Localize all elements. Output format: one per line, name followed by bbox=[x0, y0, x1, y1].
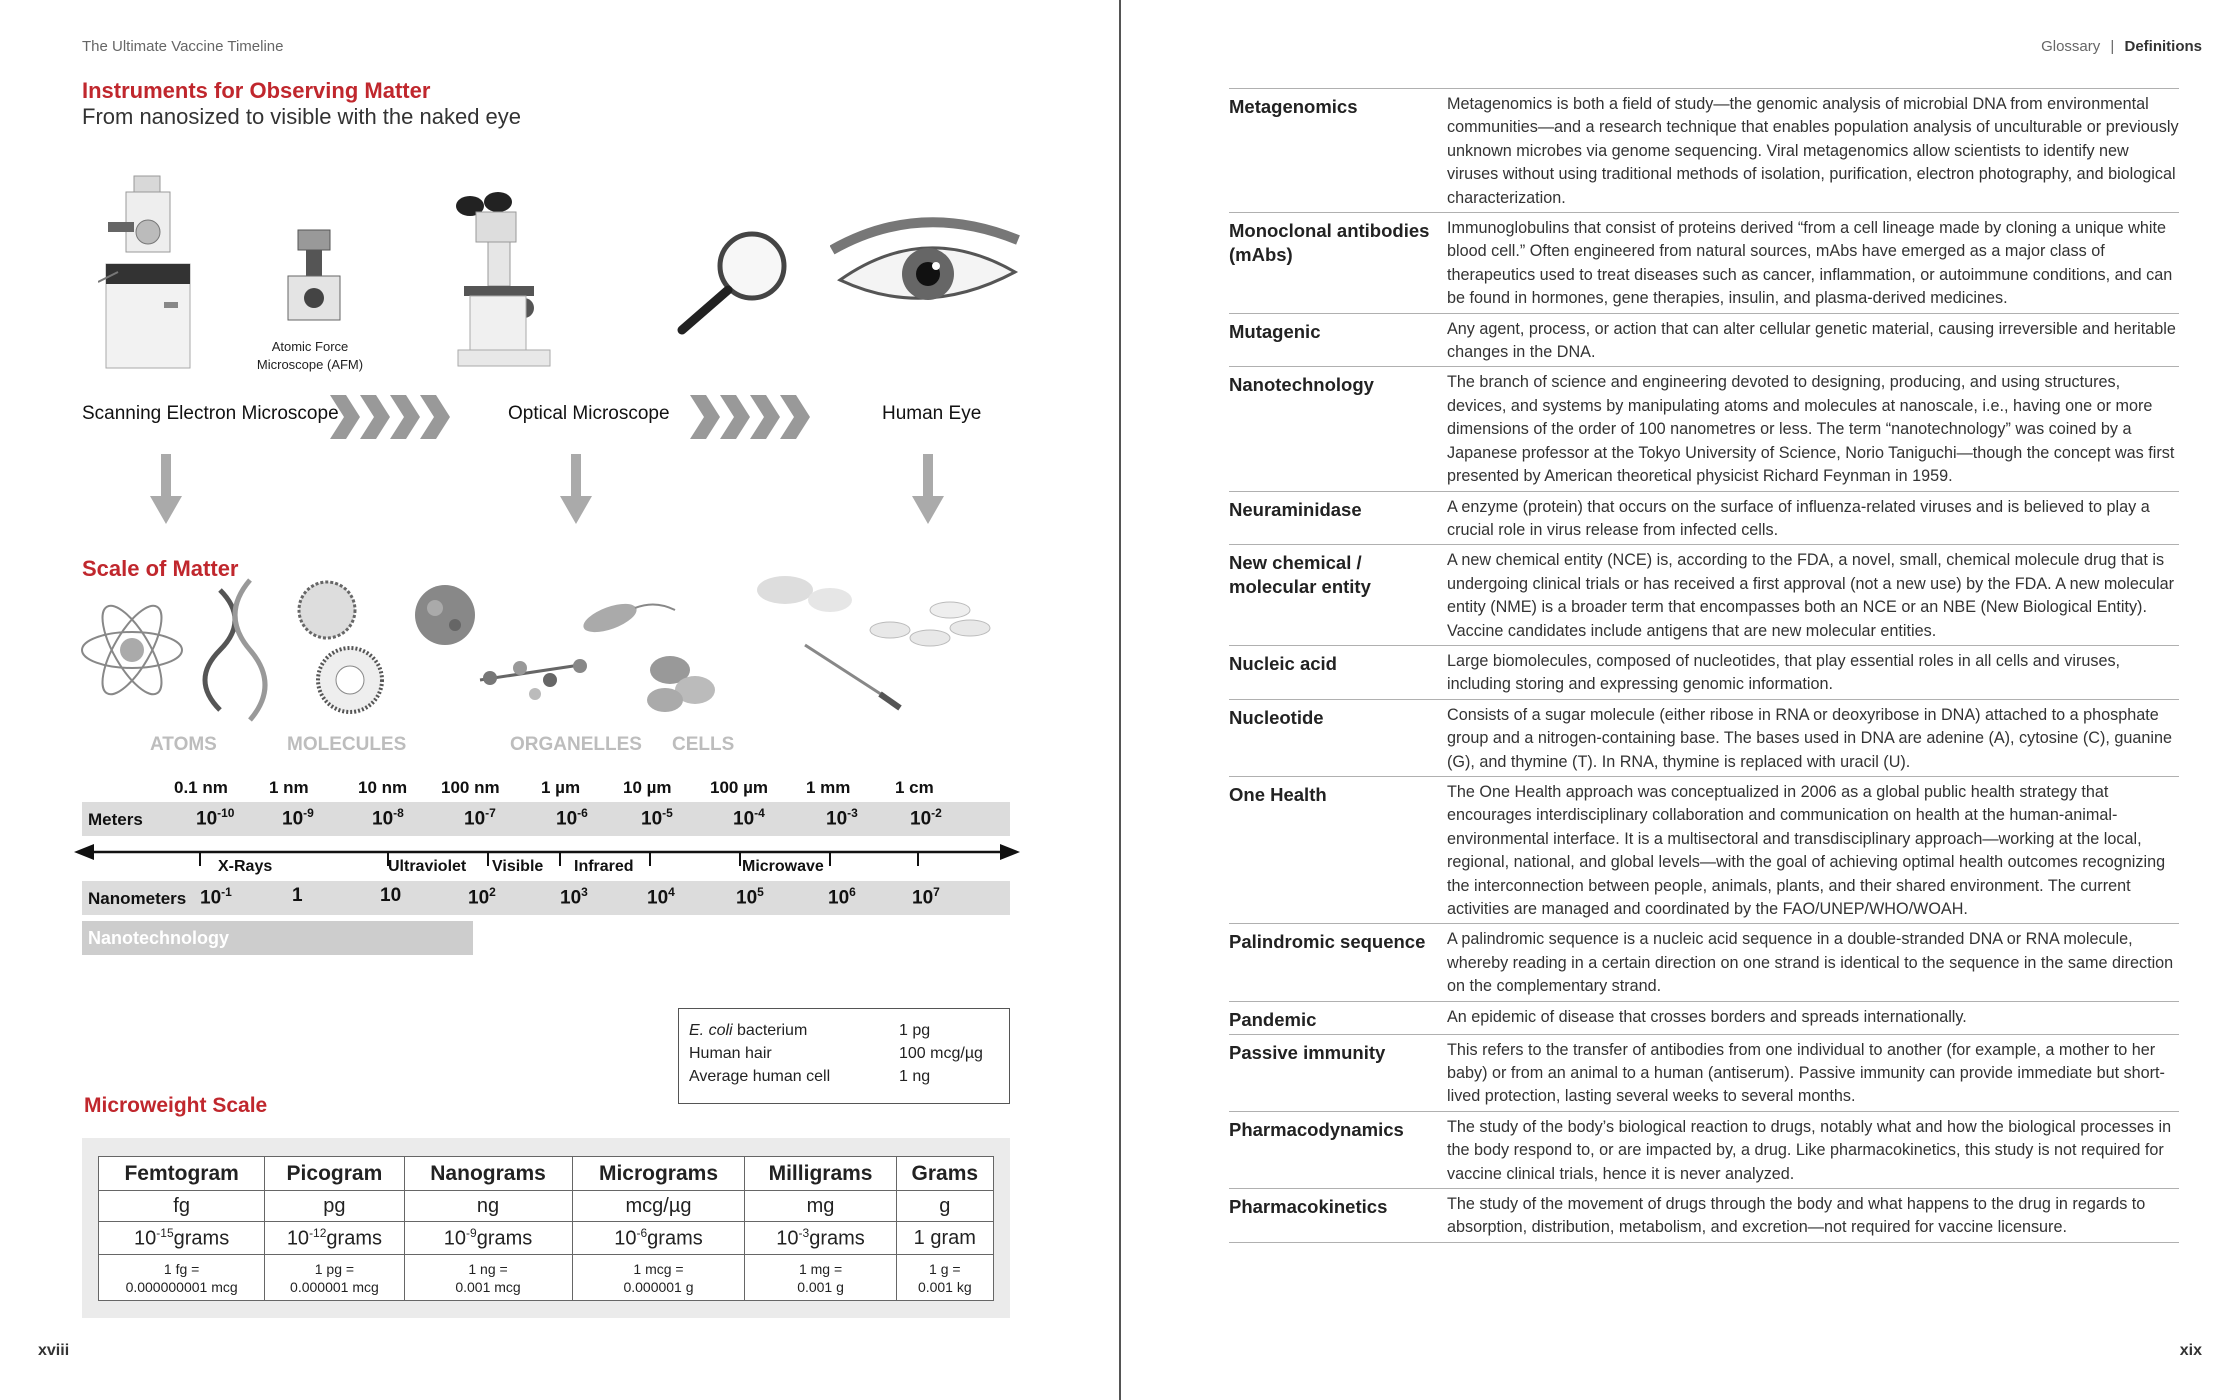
reference-value: 1 pg bbox=[899, 1021, 931, 1039]
unit-label: 1 nm bbox=[269, 778, 309, 797]
glossary-entry bbox=[1229, 1188, 2179, 1242]
nanometers-value: $10^2$ bbox=[468, 885, 496, 909]
spectrum-ultraviolet: Ultraviolet bbox=[388, 858, 467, 875]
meters-value: $10^{-5}$ bbox=[641, 806, 673, 830]
unit-label: 1 µm bbox=[541, 778, 581, 797]
table-cell: 1 gram bbox=[896, 1222, 993, 1255]
molecule-image bbox=[480, 659, 587, 700]
nanometers-value: 10 bbox=[380, 885, 402, 906]
unit-label: 1 mm bbox=[806, 778, 851, 797]
spectrum-microwave: Microwave bbox=[742, 858, 824, 875]
afm-label-line2: Microscope (AFM) bbox=[256, 357, 364, 372]
table-cell: pg bbox=[265, 1191, 404, 1222]
table-header-cell: Nanograms bbox=[404, 1157, 572, 1191]
meters-value: $10^{-3}$ bbox=[826, 806, 858, 830]
meters-value: $10^{-7}$ bbox=[464, 806, 496, 830]
nanometers-value: 1 bbox=[292, 885, 303, 906]
page-number: xix bbox=[2179, 1342, 2202, 1359]
scale-category-atoms: ATOMS bbox=[150, 734, 217, 755]
table-row bbox=[99, 1255, 994, 1301]
virus-image bbox=[415, 585, 475, 645]
glossary-term: Nanotechnology bbox=[1229, 374, 1374, 396]
spectrum-xrays: X-Rays bbox=[218, 858, 273, 875]
human-eye-image bbox=[830, 210, 1020, 330]
bacterium-image bbox=[580, 598, 675, 638]
table-cell: $10^{-9}grams$ bbox=[404, 1222, 572, 1255]
reference-value: 1 ng bbox=[899, 1067, 931, 1085]
optical-microscope-label: Optical Microscope bbox=[508, 403, 670, 424]
table-row bbox=[99, 1191, 994, 1222]
table-cell: 1 ng = 0.001 mcg bbox=[404, 1255, 572, 1301]
table-header-row bbox=[99, 1157, 994, 1191]
table-cell: $10^{-6}grams$ bbox=[572, 1222, 745, 1255]
glossary-definition: The study of the movement of drugs through the body and what happens to the drug in regards to absorption, distribution, metabolism, and excretion—not required for vaccine licensure. bbox=[1447, 1195, 2146, 1237]
nanometers-value: $10^6$ bbox=[828, 885, 856, 909]
spectrum-infrared: Infrared bbox=[574, 858, 634, 875]
reference-row bbox=[689, 1042, 999, 1065]
reference-value: 100 mcg/µg bbox=[899, 1044, 983, 1062]
glossary-term: New chemical / molecular entity bbox=[1229, 552, 1371, 598]
unit-label: 0.1 nm bbox=[174, 778, 228, 797]
chevron-arrows-2 bbox=[690, 395, 814, 439]
meters-value: $10^{-6}$ bbox=[556, 806, 588, 830]
table-cell: $10^{-15}grams$ bbox=[99, 1222, 265, 1255]
glossary-entry bbox=[1229, 776, 2179, 923]
red-blood-cells-image bbox=[647, 656, 715, 712]
table-cell: g bbox=[896, 1191, 993, 1222]
reference-item: bacterium bbox=[732, 1021, 808, 1039]
glossary-entry bbox=[1229, 313, 2179, 367]
table-cell: 1 fg = 0.000000001 mcg bbox=[99, 1255, 265, 1301]
unit-label: 10 µm bbox=[623, 778, 672, 797]
table-cell: $10^{-3}grams$ bbox=[745, 1222, 896, 1255]
table-cell: 1 pg = 0.000001 mcg bbox=[265, 1255, 404, 1301]
glossary-term: Nucleotide bbox=[1229, 706, 1324, 728]
running-head-subsection: Definitions bbox=[2124, 38, 2202, 55]
glossary-term: One Health bbox=[1229, 783, 1327, 805]
scale-axis bbox=[74, 838, 1020, 878]
running-head: The Ultimate Vaccine Timeline bbox=[82, 38, 284, 55]
glossary-entry bbox=[1229, 1111, 2179, 1188]
scanning-electron-microscope-image bbox=[98, 172, 198, 372]
sem-label: Scanning Electron Microscope bbox=[82, 403, 339, 424]
glossary-definition: This refers to the transfer of antibodies from one individual to another (for example, a mother to her baby) or from an animal to a human (antiserum). Passive immunity can provide immediate but short-lived protection, lasting several weeks to several months. bbox=[1447, 1040, 2165, 1106]
table-cell: 1 g = 0.001 kg bbox=[896, 1255, 993, 1301]
table-cell: mg bbox=[745, 1191, 896, 1222]
glossary-term: Mutagenic bbox=[1229, 320, 1321, 342]
glossary-entry bbox=[1229, 923, 2179, 1000]
down-arrow-icon bbox=[560, 454, 592, 524]
left-page bbox=[0, 0, 1119, 1400]
glossary-definition: The study of the body’s biological reaction to drugs, notably what and how the biological processes in the body respond to, or are impacted by, a drug. Like pharmacokinetics, this study is not required for vaccine clinical trials, hence it is never analyzed. bbox=[1447, 1117, 2172, 1183]
nanometers-value: $10^5$ bbox=[736, 885, 764, 909]
nanotechnology-bar: Nanotechnology bbox=[82, 921, 473, 955]
scale-category-molecules: MOLECULES bbox=[287, 734, 407, 755]
glossary-term: Passive immunity bbox=[1229, 1041, 1386, 1063]
table-header-cell: Femtogram bbox=[99, 1157, 265, 1191]
glossary-definition: Metagenomics is both a field of study—the genomic analysis of microbial DNA from environmental communities—and a research technique that enables population analysis of unculturable or previously unknown microbes via genome sequencing. Viral metagenomics allow scientists to identify new viruses without using traditional methods of isolation, purification, electron photography, and biological characterization. bbox=[1447, 95, 2179, 207]
glossary-definition: The branch of science and engineering devoted to designing, producing, and using structures, devices, and systems by manipulating atoms and molecules at nanoscale, i.e., having one or more dimensions of the order of 100 nanometres or less. The term “nanotechnology” was coined by a Japanese professor at the Tokyo University of Science, Norio Taniguchi—though the concept was first presented by American theoretical physicist Richard Feynman in 1959. bbox=[1447, 373, 2175, 486]
atom-image bbox=[82, 598, 182, 703]
table-header-cell: Micrograms bbox=[572, 1157, 745, 1191]
optical-microscope-image bbox=[440, 190, 560, 370]
meters-value: $10^{-9}$ bbox=[282, 806, 314, 830]
glossary-list bbox=[1229, 88, 2179, 1243]
glossary-entry bbox=[1229, 645, 2179, 699]
right-page bbox=[1121, 0, 2240, 1400]
glossary-entry bbox=[1229, 1034, 2179, 1111]
scale-category-organelles: ORGANELLES bbox=[510, 734, 642, 755]
nanometers-value: $10^3$ bbox=[560, 885, 588, 909]
table-header-cell: Grams bbox=[896, 1157, 993, 1191]
table-row bbox=[99, 1222, 994, 1255]
glossary-entry bbox=[1229, 1001, 2179, 1034]
glossary-term: Monoclonal antibodies (mAbs) bbox=[1229, 220, 1430, 266]
glossary-term: Pharmacokinetics bbox=[1229, 1196, 1388, 1218]
reference-box bbox=[678, 1008, 1010, 1104]
glossary-definition: A palindromic sequence is a nucleic acid sequence in a double-stranded DNA or RNA molecule, whereby reading in a certain direction on one strand is identical to the sequence in the same direction on the complementary strand. bbox=[1447, 930, 2174, 996]
table-cell: fg bbox=[99, 1191, 265, 1222]
glossary-entry bbox=[1229, 366, 2179, 490]
glossary-definition: Consists of a sugar molecule (either ribose in RNA or deoxyribose in DNA) attached to a phosphate group and a nitrogen-containing base. The bases used in DNA are adenine (A), cytosine (C), guanine (G), and thymine (T). In RNA, thymine is replaced with uracil (U). bbox=[1447, 705, 2172, 771]
table-cell: ng bbox=[404, 1191, 572, 1222]
afm-image bbox=[284, 228, 344, 324]
reference-item: Human hair bbox=[689, 1044, 772, 1062]
glossary-entry bbox=[1229, 699, 2179, 776]
cells-image bbox=[757, 576, 852, 612]
microweight-title: Microweight Scale bbox=[84, 1094, 268, 1117]
meters-value: $10^{-8}$ bbox=[372, 806, 404, 830]
running-head bbox=[2041, 38, 2202, 55]
table-cell: 1 mg = 0.001 g bbox=[745, 1255, 896, 1301]
scale-category-cells: CELLS bbox=[672, 734, 735, 755]
table-cell: mcg/µg bbox=[572, 1191, 745, 1222]
nanometers-value: $10^{-1}$ bbox=[200, 885, 232, 909]
reference-row bbox=[689, 1065, 999, 1088]
nanometers-label: Nanometers bbox=[88, 889, 187, 908]
pills-image bbox=[870, 602, 990, 646]
unit-label: 100 µm bbox=[710, 778, 768, 797]
glossary-entry bbox=[1229, 544, 2179, 645]
glossary-definition: A enzyme (protein) that occurs on the surface of influenza-related viruses and is believed to play a crucial role in virus release from infected cells. bbox=[1447, 497, 2150, 539]
glossary-definition: Large biomolecules, composed of nucleotides, that play essential roles in all cells and viruses, including storing and expressing genomic information. bbox=[1447, 651, 2121, 694]
reference-item-italic: E. coli bbox=[689, 1021, 733, 1039]
meters-value: $10^{-4}$ bbox=[733, 806, 765, 830]
unit-label: 100 nm bbox=[441, 778, 500, 797]
glossary-definition: The One Health approach was conceptualized in 2006 as a global public health strategy that encourages interdisciplinary collaboration and communication on health at the human-animal-environmental interface. It is a multisectoral and transdisciplinary approach—working at the local, regional, national, and global levels—with the goal of achieving optimal health outcomes recognizing the interconnection between people, animals, plants, and their shared environment. The current activities are managed and coordinated by the FAO/UNEP/WHO/WOAH. bbox=[1447, 782, 2166, 918]
meters-value: $10^{-10}$ bbox=[196, 806, 235, 830]
glossary-term: Neuraminidase bbox=[1229, 498, 1362, 520]
instruments-subtitle: From nanosized to visible with the naked eye bbox=[82, 104, 522, 129]
glossary-term: Palindromic sequence bbox=[1229, 931, 1426, 953]
glossary-term: Pharmacodynamics bbox=[1229, 1118, 1404, 1140]
scale-title: Scale of Matter bbox=[82, 556, 239, 581]
meters-label: Meters bbox=[88, 810, 143, 829]
glossary-entry bbox=[1229, 491, 2179, 545]
nanometers-value: $10^4$ bbox=[647, 885, 675, 909]
dna-image bbox=[205, 580, 265, 720]
chevron-arrows-1 bbox=[330, 395, 454, 439]
needle-image bbox=[805, 645, 900, 708]
glossary-term: Nucleic acid bbox=[1229, 652, 1337, 674]
unit-label: 1 cm bbox=[895, 778, 934, 797]
instruments-title: Instruments for Observing Matter bbox=[82, 78, 431, 103]
microweight-table bbox=[98, 1156, 994, 1301]
page-number: xviii bbox=[38, 1342, 70, 1359]
scale-of-matter-images bbox=[80, 570, 1020, 730]
afm-label bbox=[250, 338, 370, 374]
microweight-table-panel bbox=[82, 1138, 1010, 1318]
meters-value: $10^{-2}$ bbox=[910, 806, 942, 830]
reference-row bbox=[689, 1019, 999, 1042]
running-head-section: Glossary bbox=[2041, 38, 2101, 55]
table-header-cell: Picogram bbox=[265, 1157, 404, 1191]
glossary-end-rule bbox=[1229, 1242, 2179, 1243]
nanometers-value: $10^7$ bbox=[912, 885, 940, 909]
liposome-image bbox=[299, 582, 382, 712]
glossary-entry bbox=[1229, 212, 2179, 313]
glossary-definition: A new chemical entity (NCE) is, according to the FDA, a novel, small, chemical molecule drug that is undergoing clinical trials or has received a first approval (not a new use) by the FDA. A new molecular entity (NME) is a broader term that encompasses both an NCE or an NBE (New Biological Entity). Vaccine candidates include antigens that are new molecular entities. bbox=[1447, 551, 2174, 640]
glossary-entry bbox=[1229, 88, 2179, 212]
spectrum-visible: Visible bbox=[492, 858, 544, 875]
glossary-definition: An epidemic of disease that crosses borders and spreads internationally. bbox=[1447, 1007, 1967, 1026]
table-cell: $10^{-12}grams$ bbox=[265, 1222, 404, 1255]
table-cell: 1 mcg = 0.000001 g bbox=[572, 1255, 745, 1301]
glossary-definition: Any agent, process, or action that can alter cellular genetic material, causing irreversible and heritable changes in the DNA. bbox=[1447, 319, 2176, 362]
glossary-term: Metagenomics bbox=[1229, 96, 1358, 117]
running-head-separator: | bbox=[2110, 38, 2115, 55]
glossary-definition: Immunoglobulins that consist of proteins derived “from a cell lineage made by cloning a unique white blood cell.” Often engineered from natural sources, mAbs have emerged as a major class of therapeutics used to treat diseases such as cancer, inflammation, or autoimmune conditions, and can be found in hormones, gene therapies, insulin, and plasma-derived medicines. bbox=[1447, 219, 2173, 308]
unit-label: 10 nm bbox=[358, 778, 408, 797]
reference-item: Average human cell bbox=[689, 1067, 831, 1085]
down-arrow-icon bbox=[150, 454, 182, 524]
magnifying-glass-image bbox=[676, 226, 796, 336]
glossary-term: Pandemic bbox=[1229, 1008, 1317, 1030]
down-arrow-icon bbox=[912, 454, 944, 524]
table-header-cell: Milligrams bbox=[745, 1157, 896, 1191]
afm-label-line1: Atomic Force bbox=[271, 339, 349, 354]
human-eye-label: Human Eye bbox=[882, 403, 982, 424]
